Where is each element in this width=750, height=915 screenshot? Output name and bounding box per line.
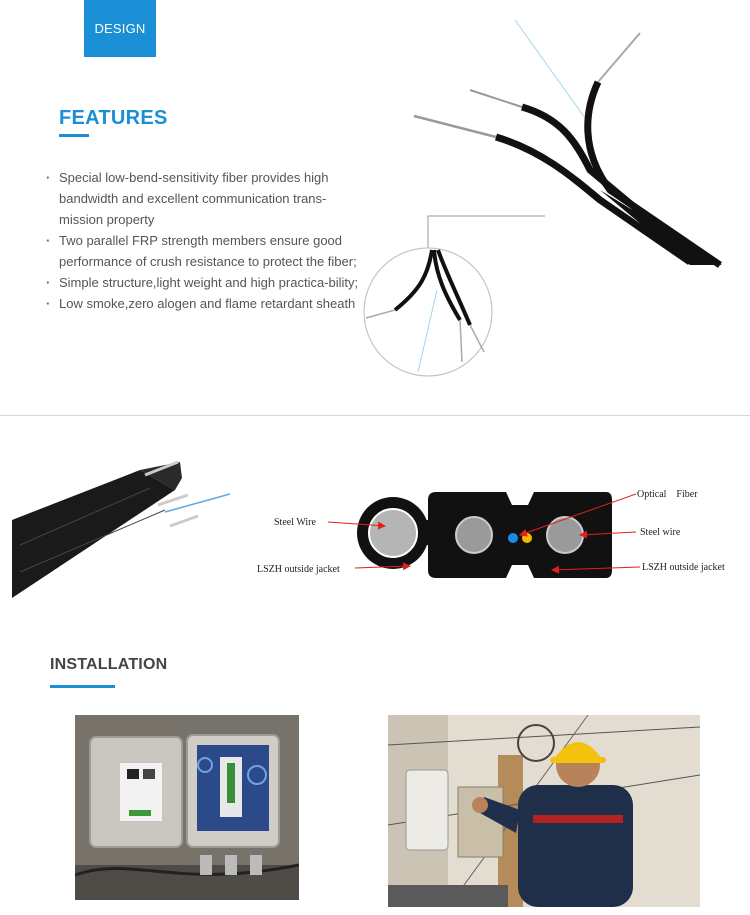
features-underline xyxy=(59,134,89,137)
design-badge: DESIGN xyxy=(84,0,156,57)
label-optical-fiber: Optical Fiber xyxy=(637,489,698,500)
label-lszh-left: LSZH outside jacket xyxy=(257,564,340,575)
drop-cable-illustration xyxy=(355,15,735,385)
strength-member-right xyxy=(547,517,583,553)
cross-section-diagram xyxy=(245,480,745,590)
feature-item: · Low smoke,zero alogen and flame retardant sheath xyxy=(46,293,361,314)
distribution-box-photo xyxy=(75,715,299,900)
fiber-yellow xyxy=(522,533,532,543)
technician-installation-photo xyxy=(388,715,700,907)
features-heading: FEATURES xyxy=(59,107,168,129)
cable-sample-illustration xyxy=(8,455,238,605)
installation-heading: INSTALLATION xyxy=(50,656,168,673)
messenger-wire xyxy=(369,509,417,557)
label-lszh-right: LSZH outside jacket xyxy=(642,562,725,573)
feature-item: · Simple structure,light weight and high practica-bility; xyxy=(46,272,361,293)
strength-member-left xyxy=(456,517,492,553)
features-list xyxy=(46,167,361,314)
fiber-blue xyxy=(508,533,518,543)
feature-item: · Two parallel FRP strength members ensure good performance of crush resistance to protect the fiber; xyxy=(46,230,361,272)
feature-item: · Special low-bend-sensitivity fiber provides high bandwidth and excellent communication trans-mission property xyxy=(46,167,361,230)
label-steel-wire-left: Steel Wire xyxy=(274,517,316,528)
label-steel-wire-right: Steel wire xyxy=(640,527,681,538)
installation-underline xyxy=(50,685,115,688)
section-divider xyxy=(0,415,750,416)
